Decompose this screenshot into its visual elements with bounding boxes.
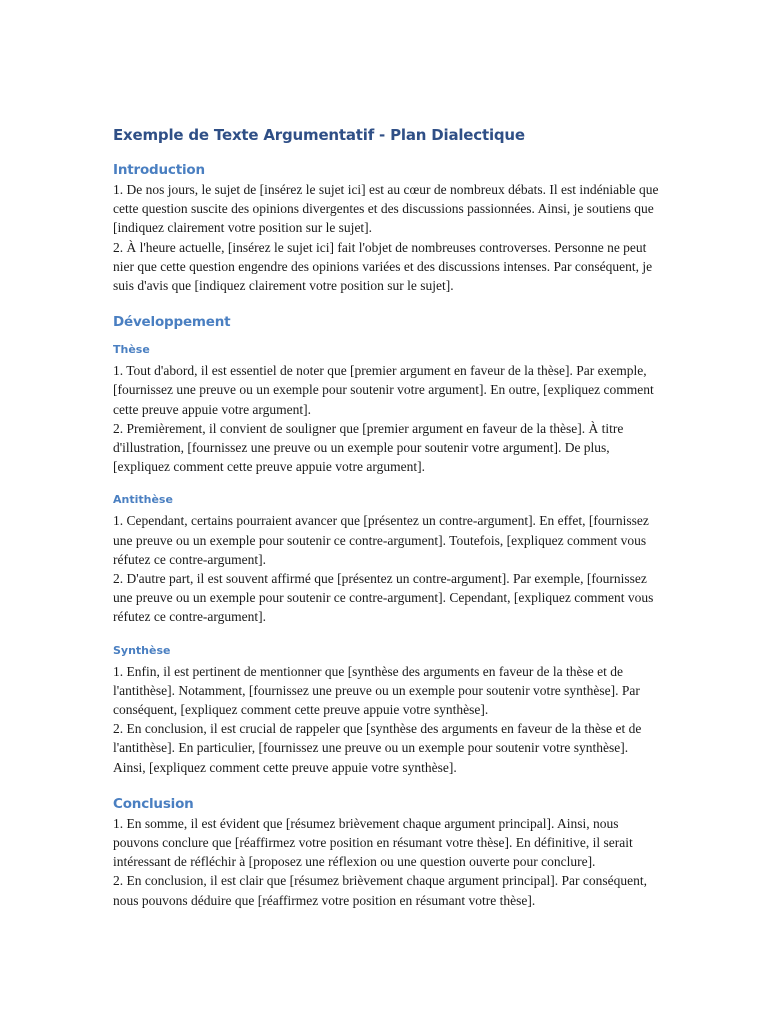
conclusion-heading: Conclusion <box>113 795 194 812</box>
document-title: Exemple de Texte Argumentatif - Plan Dialectique <box>113 126 525 144</box>
antithese-heading: Antithèse <box>113 493 173 507</box>
antithese-paragraph-2: 2. D'autre part, il est souvent affirmé que [présentez un contre-argument]. Par exemple, [fournissez une preuve ou un exemple pour soutenir ce contre-argument]. Cependant, [expliquez comment vous réfutez ce contre-argument]. <box>113 571 654 625</box>
conclusion-section <box>113 794 663 910</box>
introduction-paragraph-1: 1. De nos jours, le sujet de [insérez le sujet ici] est au cœur de nombreux débats. Il est indéniable que cette question suscite des opinions divergentes et des discussions passionnées. Ainsi, je soutiens que [indiquez clairement votre position sur le sujet]. <box>113 182 659 236</box>
conclusion-paragraph-2: 2. En conclusion, il est clair que [résumez brièvement chaque argument principal]. Par conséquent, nous pouvons déduire que [réaffirmez votre position en résumant votre thèse]. <box>113 873 647 908</box>
introduction-paragraph-2: 2. À l'heure actuelle, [insérez le sujet ici] fait l'objet de nombreuses controverses. Personne ne peut nier que cette question engendre des opinions variées et des discussions intenses. Par conséquent, je suis d'avis que [indiquez clairement votre position sur le sujet]. <box>113 239 653 294</box>
these-paragraph-1: 1. Tout d'abord, il est essentiel de noter que [premier argument en faveur de la thèse]. Par exemple, [fournissez une preuve ou un exemple pour soutenir votre argument]. En outre, [expliquez comment cette preuve appuie votre argument]. <box>113 363 654 417</box>
introduction-heading: Introduction <box>113 162 205 178</box>
antithese-paragraph-1: 1. Cependant, certains pourraient avancer que [présentez un contre-argument]. En effet, [fournissez une preuve ou un exemple pour soutenir ce contre-argument]. Toutefois, [expliquez comment vous réfutez ce contre-argument]. <box>113 513 649 567</box>
spacer <box>113 777 663 794</box>
spacer <box>113 476 663 492</box>
developpement-section <box>113 312 663 777</box>
introduction-section <box>113 160 663 295</box>
spacer <box>113 295 663 312</box>
document-page <box>113 124 663 910</box>
these-heading: Thèse <box>113 343 150 357</box>
these-paragraph-2: 2. Premièrement, il convient de souligner que [premier argument en faveur de la thèse]. À titre d'illustration, [fournissez une preuve ou un exemple pour soutenir votre argument]. De plus, [expliquez comment cette preuve appuie votre argument]. <box>113 420 624 475</box>
synthese-paragraph-2: 2. En conclusion, il est crucial de rappeler que [synthèse des arguments en faveur de la thèse et de l'antithèse]. En particulier, [fournissez une preuve ou un exemple pour soutenir votre synthèse]. Ainsi, [expliquez comment cette preuve appuie votre synthèse]. <box>113 721 642 775</box>
synthese-heading: Synthèse <box>113 643 171 657</box>
developpement-heading: Développement <box>113 314 231 331</box>
conclusion-paragraph-1: 1. En somme, il est évident que [résumez brièvement chaque argument principal]. Ainsi, nous pouvons conclure que [réaffirmez votre position en résumant votre thèse]. En définitive, il serait intéressant de réfléchir à [proposez une réflexion ou une question ouverte pour conclure]. <box>113 815 633 870</box>
synthese-paragraph-1: 1. Enfin, il est pertinent de mentionner que [synthèse des arguments en faveur de la thèse et de l'antithèse]. Notamment, [fournissez une preuve ou un exemple pour soutenir votre synthèse]. Par conséquent, [expliquez comment cette preuve appuie votre synthèse]. <box>113 663 640 718</box>
spacer <box>113 627 663 643</box>
